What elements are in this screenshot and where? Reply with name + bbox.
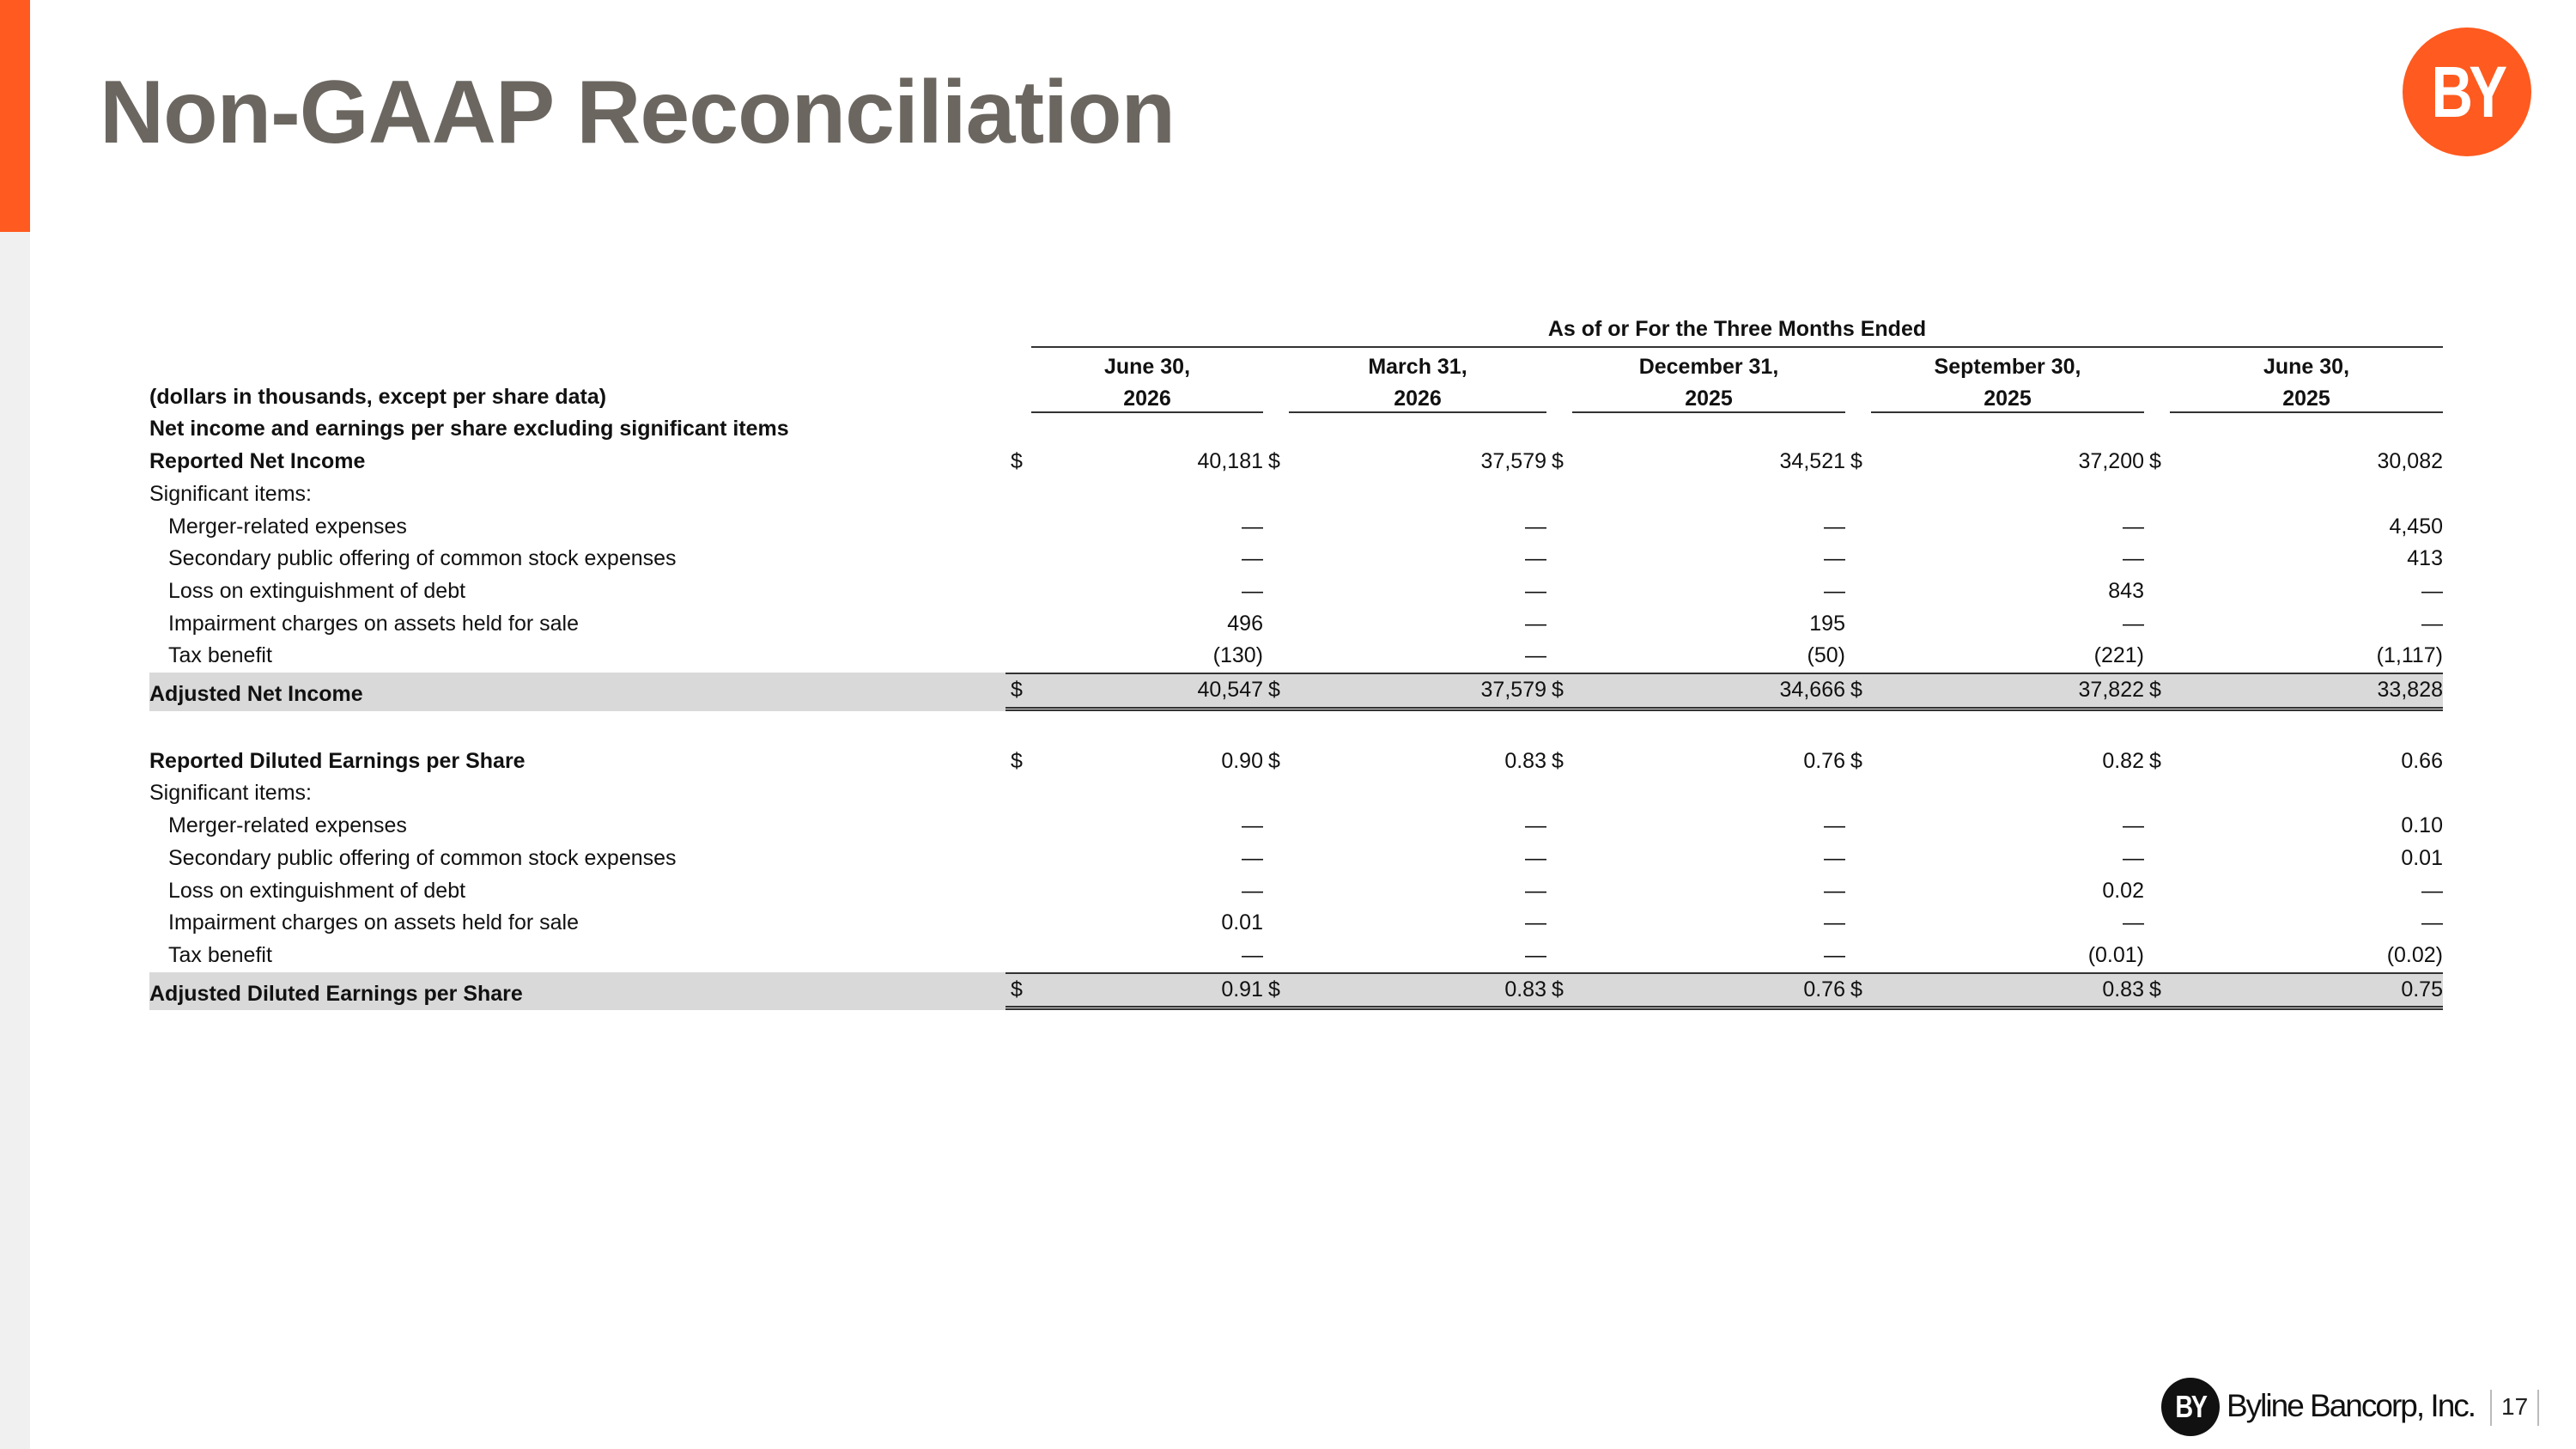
currency-symbol [1263, 543, 1289, 575]
currency-symbol [1263, 875, 1289, 908]
row-label: Adjusted Diluted Earnings per Share [149, 972, 1005, 1011]
cell-value: 0.83 [1871, 972, 2144, 1011]
currency-symbol: $ [1268, 748, 1280, 773]
currency-symbol: $ [1845, 972, 1871, 1011]
currency-symbol: $ [1552, 449, 1564, 474]
row-label: Reported Diluted Earnings per Share [149, 748, 526, 773]
cell-value: 0.83 [1289, 972, 1546, 1011]
currency-symbol [1845, 907, 1871, 940]
currency-symbol [1263, 608, 1289, 641]
currency-symbol: $ [2144, 673, 2170, 711]
cell-value: 37,579 [1480, 449, 1546, 474]
currency-symbol [1005, 907, 1031, 940]
currency-symbol [1546, 810, 1572, 843]
cell-value: — [1824, 514, 1845, 539]
cell-value: — [1242, 514, 1263, 539]
reconciliation-table [149, 314, 2443, 1010]
currency-symbol: $ [2149, 748, 2161, 773]
table-row [149, 843, 2443, 875]
cell-value: — [2123, 611, 2144, 636]
currency-symbol [2144, 907, 2170, 940]
currency-symbol [2144, 543, 2170, 575]
row-label: Merger-related expenses [168, 514, 407, 539]
footer-company-name: Byline Bancorp, Inc. [2227, 1388, 2476, 1423]
currency-symbol [1263, 810, 1289, 843]
currency-symbol: $ [1845, 673, 1871, 711]
cell-value: 37,579 [1289, 673, 1546, 711]
cell-value: 0.90 [1221, 748, 1263, 773]
col-header-5-line1: June 30, [2263, 355, 2350, 380]
cell-value: — [1824, 813, 1845, 838]
row-label: Loss on extinguishment of debt [168, 578, 466, 603]
footer [2161, 1378, 2556, 1438]
page-title: Non-GAAP Reconciliation [100, 63, 1176, 162]
cell-value: — [2123, 813, 2144, 838]
cell-value: — [2421, 910, 2443, 935]
currency-symbol: $ [1850, 449, 1862, 474]
currency-symbol [1005, 940, 1031, 972]
footer-logo-icon [2161, 1378, 2220, 1436]
currency-symbol: $ [1546, 972, 1572, 1011]
currency-symbol: $ [2144, 972, 2170, 1011]
table-row [149, 640, 2443, 673]
cell-value: — [1525, 643, 1546, 668]
cell-value: — [2123, 845, 2144, 870]
col-header-1-line2: 2026 [1031, 380, 1263, 413]
col-header-4-line1: September 30, [1934, 355, 2081, 380]
currency-symbol [1845, 810, 1871, 843]
super-header: As of or For the Three Months Ended [1031, 314, 2443, 348]
cell-value: — [1242, 878, 1263, 903]
row-label: Loss on extinguishment of debt [168, 878, 466, 903]
currency-symbol: $ [1005, 673, 1031, 711]
footer-logo-text: BY [2175, 1389, 2206, 1424]
col-header-2-line2: 2026 [1289, 380, 1546, 413]
cell-value: — [1824, 910, 1845, 935]
table-row [149, 446, 2443, 478]
cell-value: — [2123, 546, 2144, 571]
currency-symbol [1546, 875, 1572, 908]
currency-symbol: $ [1263, 972, 1289, 1011]
cell-value: 0.75 [2170, 972, 2443, 1011]
currency-symbol [1005, 575, 1031, 608]
currency-symbol [1546, 640, 1572, 673]
units-note: (dollars in thousands, except per share data) [149, 384, 607, 409]
currency-symbol [1005, 843, 1031, 875]
cell-value: — [1824, 546, 1845, 571]
cell-value: — [1824, 942, 1845, 967]
currency-symbol [1845, 511, 1871, 544]
cell-value: — [1824, 578, 1845, 603]
currency-symbol [1005, 511, 1031, 544]
cell-value: 37,200 [2078, 449, 2144, 474]
cell-value: — [1525, 845, 1546, 870]
currency-symbol [2144, 940, 2170, 972]
cell-value: (0.01) [2087, 942, 2144, 967]
currency-symbol [1005, 640, 1031, 673]
currency-symbol [1546, 940, 1572, 972]
col-header-2-line1: March 31, [1368, 355, 1467, 380]
table-row [149, 608, 2443, 641]
row-label: Significant items: [149, 781, 312, 806]
currency-symbol [1263, 940, 1289, 972]
row-label: Impairment charges on assets held for sale [168, 910, 580, 935]
cell-value: — [2123, 910, 2144, 935]
cell-value: 0.91 [1031, 972, 1263, 1011]
table-row [149, 810, 2443, 843]
cell-value: — [1824, 845, 1845, 870]
currency-symbol [1546, 843, 1572, 875]
table-row [149, 673, 2443, 711]
cell-value: — [1242, 813, 1263, 838]
footer-divider [2537, 1390, 2539, 1426]
cell-value: — [2123, 514, 2144, 539]
cell-value: 0.76 [1803, 748, 1845, 773]
currency-symbol [1845, 843, 1871, 875]
currency-symbol [1546, 608, 1572, 641]
cell-value: 0.10 [2401, 813, 2443, 838]
cell-value: (0.02) [2386, 942, 2443, 967]
currency-symbol [2144, 875, 2170, 908]
currency-symbol [1845, 640, 1871, 673]
cell-value: 0.01 [2401, 845, 2443, 870]
cell-value: — [1525, 878, 1546, 903]
currency-symbol [1546, 907, 1572, 940]
cell-value: 40,181 [1197, 449, 1263, 474]
currency-symbol: $ [1850, 748, 1862, 773]
row-label: Secondary public offering of common stock expenses [168, 546, 677, 571]
cell-value: (130) [1212, 643, 1263, 668]
currency-symbol [1546, 543, 1572, 575]
col-header-3-line1: December 31, [1638, 355, 1779, 380]
currency-symbol [1546, 511, 1572, 544]
cell-value: 0.66 [2401, 748, 2443, 773]
cell-value: (1,117) [2376, 643, 2443, 668]
table-row [149, 940, 2443, 972]
currency-symbol: $ [1005, 972, 1031, 1011]
table-row [149, 907, 2443, 940]
cell-value: (50) [1807, 643, 1845, 668]
cell-value: — [2421, 878, 2443, 903]
cell-value: — [1242, 546, 1263, 571]
cell-value: — [1242, 578, 1263, 603]
row-label: Merger-related expenses [168, 813, 407, 838]
cell-value: 40,547 [1031, 673, 1263, 711]
cell-value: (221) [2093, 643, 2144, 668]
currency-symbol [1005, 608, 1031, 641]
cell-value: 0.83 [1504, 748, 1546, 773]
cell-value: — [1525, 578, 1546, 603]
currency-symbol [1845, 940, 1871, 972]
col-header-3-line2: 2025 [1572, 380, 1845, 413]
currency-symbol [2144, 810, 2170, 843]
cell-value: 33,828 [2170, 673, 2443, 711]
currency-symbol [1845, 875, 1871, 908]
currency-symbol [1263, 575, 1289, 608]
cell-value: — [1242, 845, 1263, 870]
super-header-row [149, 314, 2443, 348]
cell-value: 30,082 [2377, 449, 2443, 474]
currency-symbol [2144, 640, 2170, 673]
currency-symbol [1263, 907, 1289, 940]
header-row-2 [149, 380, 2443, 413]
currency-symbol [1845, 608, 1871, 641]
page-number: 17 [2501, 1393, 2529, 1420]
currency-symbol [1546, 575, 1572, 608]
currency-symbol [1263, 640, 1289, 673]
cell-value: 0.82 [2102, 748, 2144, 773]
spacer-row [149, 711, 2443, 746]
left-accent-bar [0, 0, 30, 232]
table-row [149, 972, 2443, 1011]
cell-value: — [1525, 813, 1546, 838]
cell-value: — [1824, 878, 1845, 903]
byline-logo-icon [2403, 27, 2531, 156]
cell-value: 0.76 [1572, 972, 1845, 1011]
currency-symbol: $ [1546, 673, 1572, 711]
section-title-row [149, 413, 2443, 446]
currency-symbol [1845, 575, 1871, 608]
table-row [149, 478, 2443, 511]
row-label: Impairment charges on assets held for sale [168, 611, 580, 636]
cell-value: — [1242, 942, 1263, 967]
cell-value: — [1525, 611, 1546, 636]
cell-value: 34,521 [1779, 449, 1845, 474]
cell-value: 496 [1227, 611, 1263, 636]
currency-symbol [1005, 543, 1031, 575]
currency-symbol [2144, 843, 2170, 875]
currency-symbol [2144, 575, 2170, 608]
row-label: Tax benefit [168, 643, 272, 668]
cell-value: 34,666 [1572, 673, 1845, 711]
row-label: Tax benefit [168, 942, 272, 967]
logo-text: BY [2431, 51, 2503, 132]
cell-value: 37,822 [1871, 673, 2144, 711]
currency-symbol: $ [1552, 748, 1564, 773]
table-row [149, 511, 2443, 544]
cell-value: — [1525, 546, 1546, 571]
cell-value: — [2421, 611, 2443, 636]
cell-value: 4,450 [2389, 514, 2443, 539]
currency-symbol [1263, 843, 1289, 875]
currency-symbol [2144, 511, 2170, 544]
table-row [149, 543, 2443, 575]
row-label: Secondary public offering of common stock expenses [168, 845, 677, 870]
cell-value: — [1525, 910, 1546, 935]
table-row [149, 746, 2443, 778]
section-title: Net income and earnings per share excluding significant items [149, 417, 789, 441]
col-header-5-line2: 2025 [2170, 380, 2443, 413]
cell-value: — [1525, 514, 1546, 539]
currency-symbol [1005, 875, 1031, 908]
cell-value: 195 [1809, 611, 1845, 636]
currency-symbol [2144, 608, 2170, 641]
currency-symbol: $ [2149, 449, 2161, 474]
table-row [149, 777, 2443, 810]
cell-value: 0.01 [1221, 910, 1263, 935]
col-header-4-line2: 2025 [1871, 380, 2144, 413]
table-row [149, 575, 2443, 608]
currency-symbol [1263, 511, 1289, 544]
cell-value: 843 [2108, 578, 2144, 603]
row-label: Significant items: [149, 481, 312, 506]
currency-symbol: $ [1268, 449, 1280, 474]
currency-symbol: $ [1011, 748, 1023, 773]
cell-value: — [2421, 578, 2443, 603]
cell-value: 0.02 [2102, 878, 2144, 903]
col-header-1-line1: June 30, [1103, 355, 1191, 380]
footer-divider [2490, 1390, 2492, 1426]
header-row-1 [149, 348, 2443, 381]
row-label: Adjusted Net Income [149, 673, 1005, 711]
table-row [149, 875, 2443, 908]
currency-symbol: $ [1263, 673, 1289, 711]
currency-symbol [1845, 543, 1871, 575]
cell-value: 413 [2407, 546, 2443, 571]
row-label: Reported Net Income [149, 449, 366, 474]
currency-symbol [1005, 810, 1031, 843]
cell-value: — [1525, 942, 1546, 967]
currency-symbol: $ [1011, 449, 1023, 474]
